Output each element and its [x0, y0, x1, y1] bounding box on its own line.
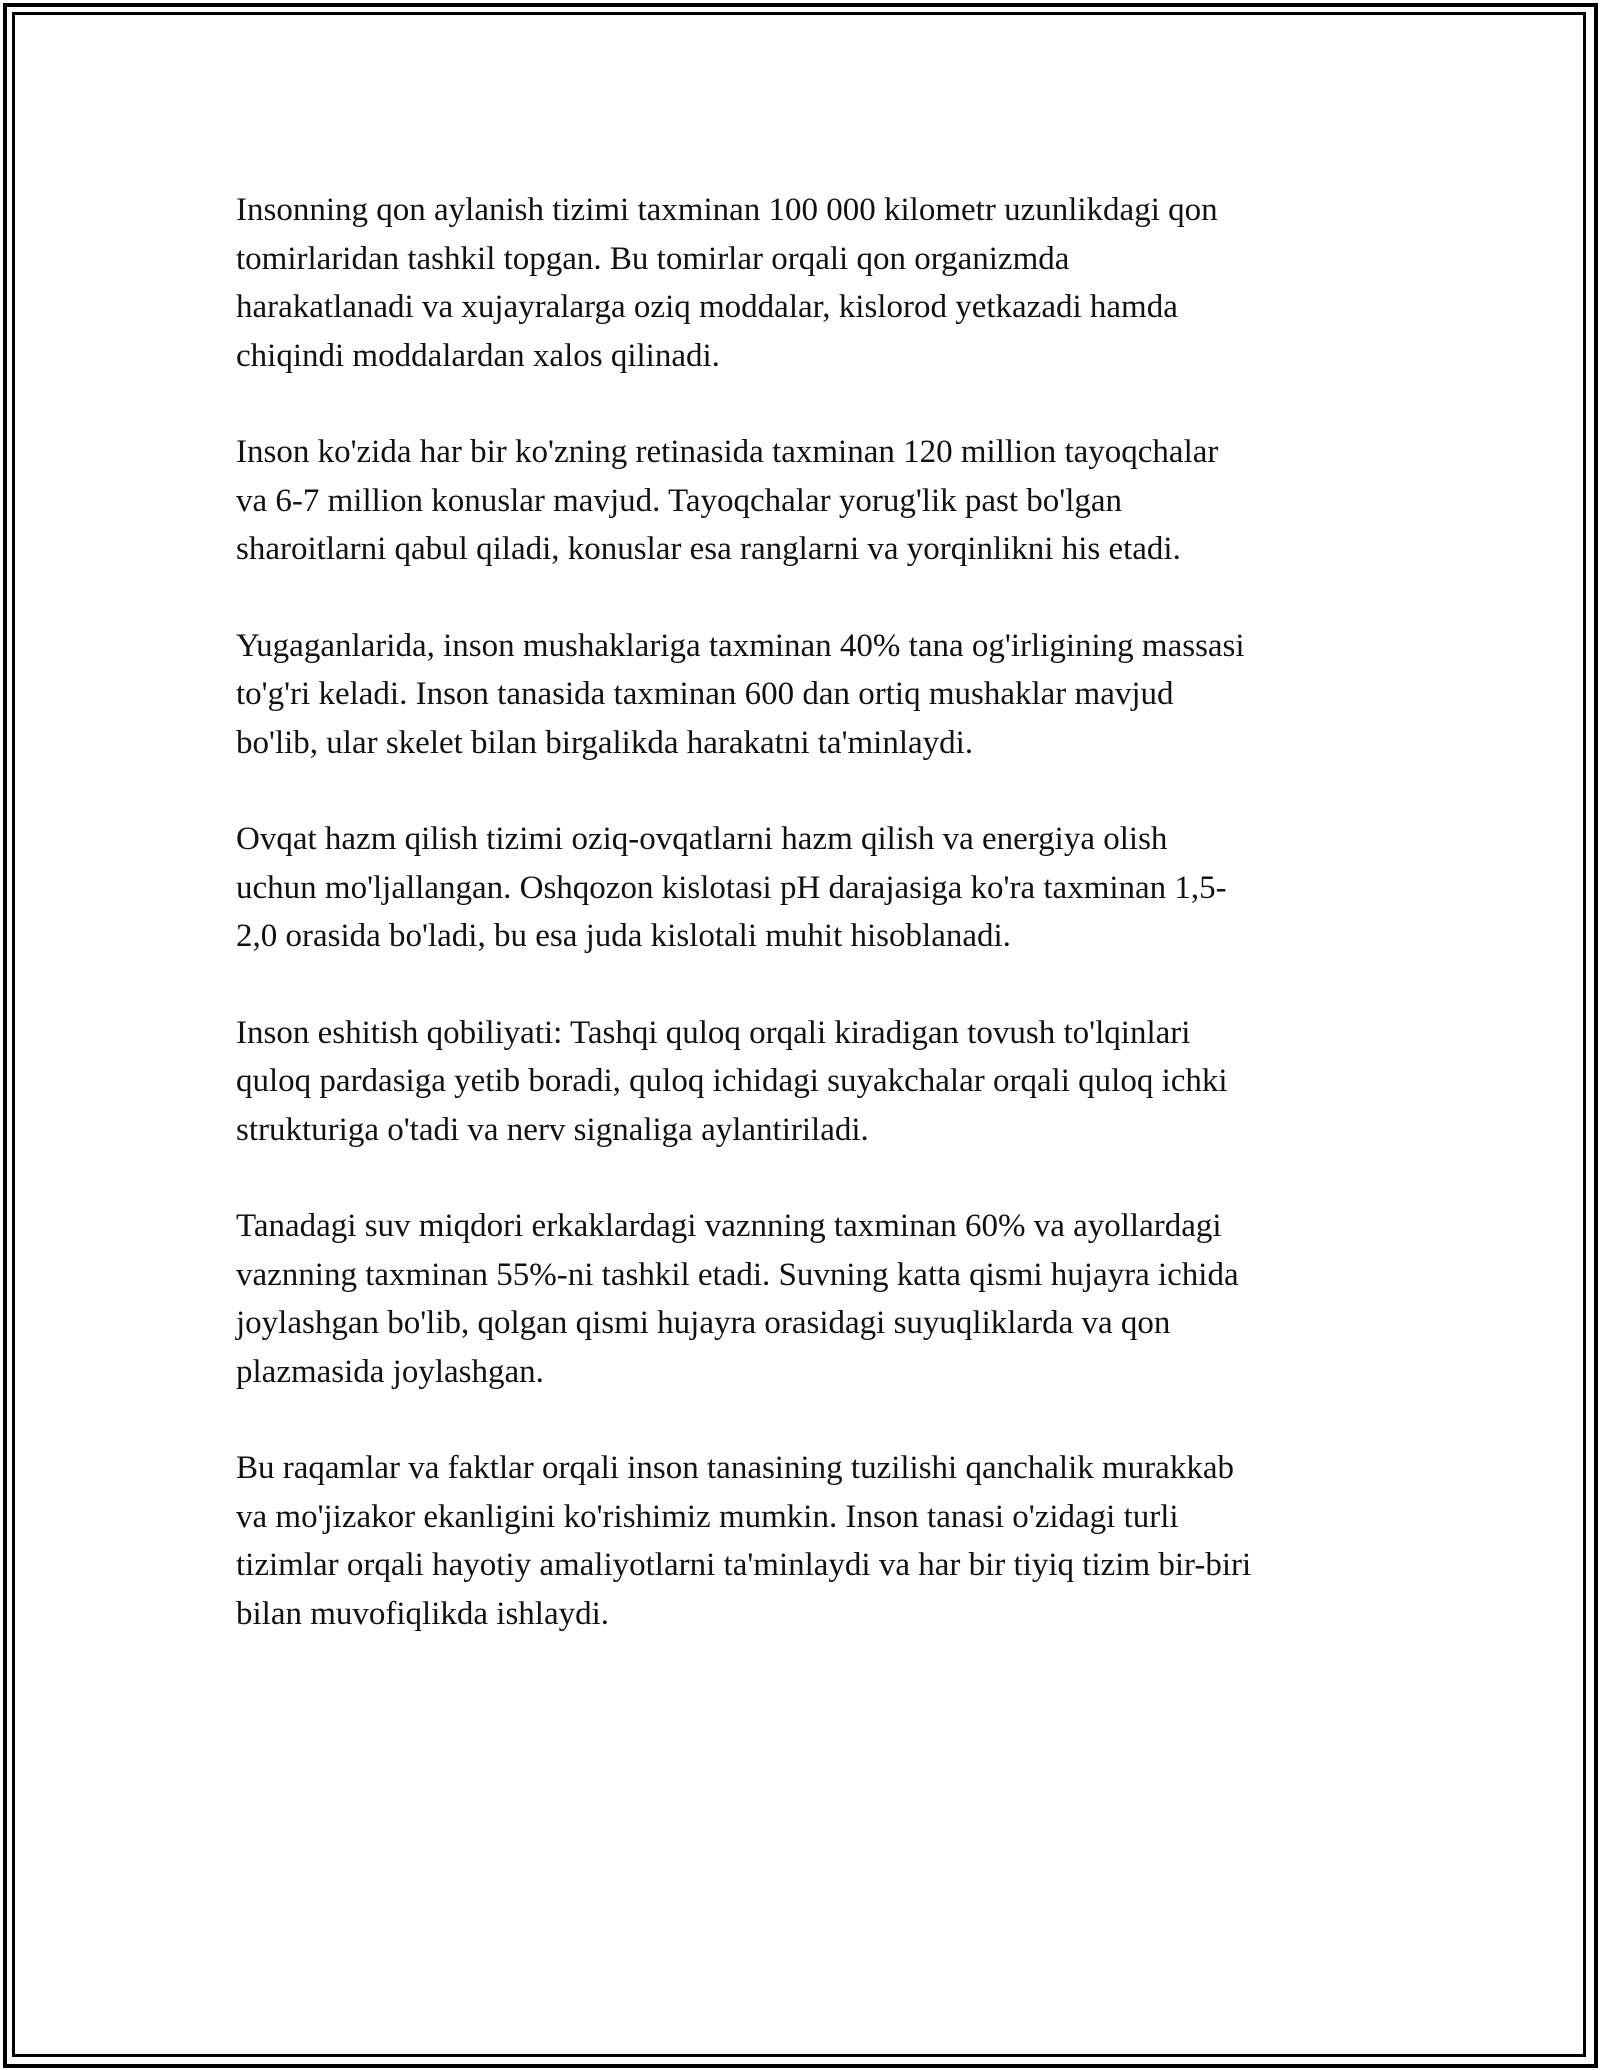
- paragraph-body-water: Tanadagi suv miqdori erkaklardagi vaznning taxminan 60% va ayollardagi vaznning taxminan 55%-ni tashkil etadi. Suvning katta qismi hujayra ichida joylashgan bo'lib, qolgan qismi hujayra orasidagi suyuqliklarda va qon plazmasida joylashgan.: [236, 1208, 1239, 1390]
- paragraph-eye-retina: Inson ko'zida har bir ko'zning retinasida taxminan 120 million tayoqchalar va 6-7 million konuslar mavjud. Tayoqchalar yorug'lik past bo'lgan sharoitlarni qabul qiladi, konuslar esa ranglarni va yorqinlikni his etadi.: [236, 434, 1219, 567]
- document-body: [236, 186, 1366, 1686]
- paragraph-conclusion: Bu raqamlar va faktlar orqali inson tanasining tuzilishi qanchalik murakkab va mo'jizakor ekanligini ko'rishimiz mumkin. Inson tanasi o'zidagi turli tizimlar orqali hayotiy amaliyotlarni ta'minlaydi va har bir tiyiq tizim bir-biri bilan muvofiqlikda ishlaydi.: [236, 1450, 1252, 1632]
- paragraph-digestive-system: Ovqat hazm qilish tizimi oziq-ovqatlarni hazm qilish va energiya olish uchun mo'ljallangan. Oshqozon kislotasi pH darajasiga ko'ra taxminan 1,5- 2,0 orasida bo'ladi, bu esa juda kislotali muhit hisoblanadi.: [236, 821, 1227, 954]
- paragraph-muscles: Yugaganlarida, inson mushaklariga taxminan 40% tana og'irligining massasi to'g'ri keladi. Inson tanasida taxminan 600 dan ortiq mushaklar mavjud bo'lib, ular skelet bilan birgalikda harakatni ta'minlaydi.: [236, 627, 1245, 761]
- paragraph-circulatory-system: Insonning qon aylanish tizimi taxminan 100 000 kilometr uzunlikdagi qon tomirlaridan tashkil topgan. Bu tomirlar orqali qon organizmda harakatlanadi va xujayralarga oziq moddalar, kislorod yetkazadi hamda chiqindi moddalardan xalos qilinadi.: [236, 192, 1218, 374]
- paragraph-hearing: Inson eshitish qobiliyati: Tashqi quloq orqali kiradigan tovush to'lqinlari quloq pardasiga yetib boradi, quloq ichidagi suyakchalar orqali quloq ichki strukturiga o'tadi va nerv signaliga aylantiriladi.: [236, 1014, 1228, 1148]
